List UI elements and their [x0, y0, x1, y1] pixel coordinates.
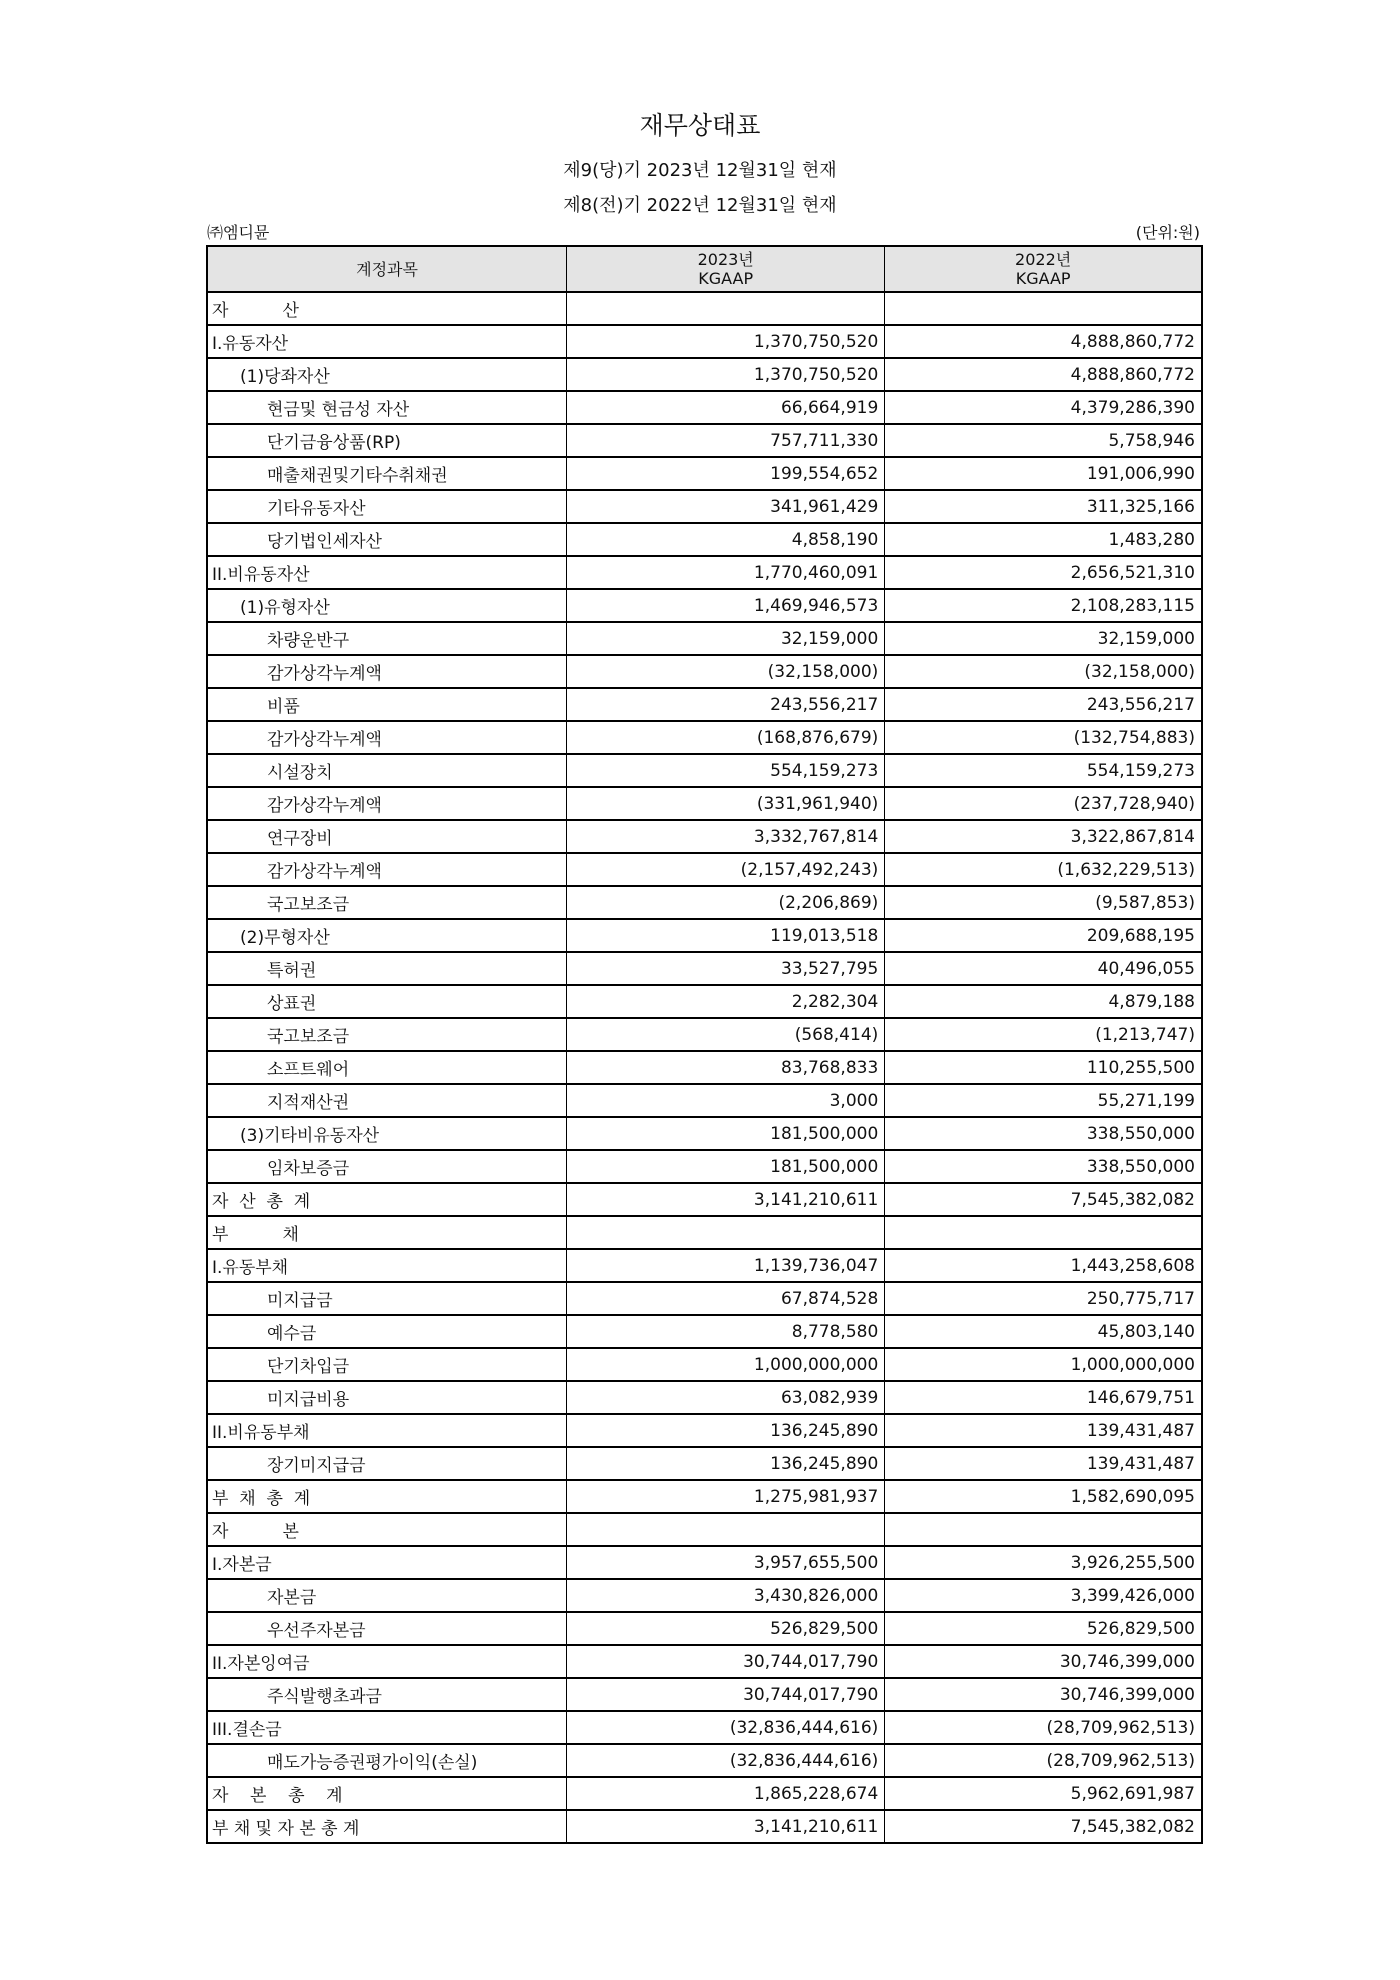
table-row	[207, 1150, 1202, 1183]
table-row	[207, 787, 1202, 820]
value-2023-cell	[567, 1216, 885, 1249]
account-cell: 매출채권및기타수취채권	[207, 457, 567, 490]
value-2022-cell: 1,582,690,095	[885, 1480, 1202, 1513]
table-row	[207, 1183, 1202, 1216]
account-cell: 부 채 총 계	[207, 1480, 567, 1513]
account-cell: II.자본잉여금	[207, 1645, 567, 1678]
table-row	[207, 952, 1202, 985]
value-2022-cell: 191,006,990	[885, 457, 1202, 490]
account-cell: 현금및 현금성 자산	[207, 391, 567, 424]
table-row	[207, 919, 1202, 952]
balance-sheet-table	[206, 245, 1203, 1844]
table-row	[207, 688, 1202, 721]
table-row	[207, 358, 1202, 391]
table-row	[207, 1282, 1202, 1315]
value-2023-cell: 1,770,460,091	[567, 556, 885, 589]
value-2023-cell: 3,332,767,814	[567, 820, 885, 853]
value-2022-cell: 526,829,500	[885, 1612, 1202, 1645]
value-2023-cell: 3,957,655,500	[567, 1546, 885, 1579]
value-2023-cell: (32,836,444,616)	[567, 1744, 885, 1777]
account-cell: 국고보조금	[207, 886, 567, 919]
account-cell: (2)무형자산	[207, 919, 567, 952]
account-cell: II.비유동부채	[207, 1414, 567, 1447]
value-2023-cell	[567, 292, 885, 325]
value-2022-cell: 40,496,055	[885, 952, 1202, 985]
table-row	[207, 1216, 1202, 1249]
account-cell: 차량운반구	[207, 622, 567, 655]
value-2023-cell: 554,159,273	[567, 754, 885, 787]
value-2022-cell	[885, 292, 1202, 325]
value-2023-cell: 30,744,017,790	[567, 1678, 885, 1711]
account-cell: III.결손금	[207, 1711, 567, 1744]
value-2023-cell: 30,744,017,790	[567, 1645, 885, 1678]
value-2022-cell: 30,746,399,000	[885, 1678, 1202, 1711]
account-cell: I.자본금	[207, 1546, 567, 1579]
value-2022-cell	[885, 1513, 1202, 1546]
value-2023-cell: (168,876,679)	[567, 721, 885, 754]
value-2022-cell: 45,803,140	[885, 1315, 1202, 1348]
account-cell: 우선주자본금	[207, 1612, 567, 1645]
value-2023-cell: 8,778,580	[567, 1315, 885, 1348]
value-2022-cell: 30,746,399,000	[885, 1645, 1202, 1678]
table-row	[207, 1513, 1202, 1546]
period-prior: 제8(전)기 2022년 12월31일 현재	[563, 195, 837, 216]
value-2023-cell	[567, 1513, 885, 1546]
unit-label: (단위:원)	[1135, 223, 1200, 242]
account-cell: 감가상각누계액	[207, 853, 567, 886]
value-2022-cell: 7,545,382,082	[885, 1183, 1202, 1216]
value-2023-cell: 33,527,795	[567, 952, 885, 985]
header-2023	[567, 246, 885, 292]
table-row	[207, 556, 1202, 589]
header-2022-standard: KGAAP	[1015, 269, 1071, 288]
table-row	[207, 655, 1202, 688]
header-2022	[885, 246, 1202, 292]
table-row	[207, 523, 1202, 556]
value-2022-cell: 338,550,000	[885, 1117, 1202, 1150]
value-2023-cell: 63,082,939	[567, 1381, 885, 1414]
account-cell: 기타유동자산	[207, 490, 567, 523]
account-cell: 감가상각누계액	[207, 787, 567, 820]
value-2022-cell: 55,271,199	[885, 1084, 1202, 1117]
header-row	[207, 246, 1202, 292]
table-row	[207, 820, 1202, 853]
header-2023-standard: KGAAP	[698, 269, 754, 288]
value-2022-cell: 4,879,188	[885, 985, 1202, 1018]
value-2022-cell: 139,431,487	[885, 1447, 1202, 1480]
value-2023-cell: 1,275,981,937	[567, 1480, 885, 1513]
value-2022-cell: 250,775,717	[885, 1282, 1202, 1315]
account-cell: 단기금융상품(RP)	[207, 424, 567, 457]
table-row	[207, 1018, 1202, 1051]
value-2022-cell: 3,322,867,814	[885, 820, 1202, 853]
value-2023-cell: 2,282,304	[567, 985, 885, 1018]
account-cell: 자 본	[207, 1513, 567, 1546]
table-row	[207, 1678, 1202, 1711]
table-row	[207, 325, 1202, 358]
value-2023-cell: 136,245,890	[567, 1414, 885, 1447]
table-row	[207, 1546, 1202, 1579]
value-2022-cell: 139,431,487	[885, 1414, 1202, 1447]
value-2023-cell: (2,206,869)	[567, 886, 885, 919]
value-2022-cell: 32,159,000	[885, 622, 1202, 655]
account-cell: (1)유형자산	[207, 589, 567, 622]
value-2023-cell: 32,159,000	[567, 622, 885, 655]
table-row	[207, 985, 1202, 1018]
value-2022-cell: (28,709,962,513)	[885, 1711, 1202, 1744]
value-2023-cell: 3,000	[567, 1084, 885, 1117]
account-cell: 단기차입금	[207, 1348, 567, 1381]
value-2022-cell: (1,632,229,513)	[885, 853, 1202, 886]
value-2022-cell: 4,888,860,772	[885, 325, 1202, 358]
value-2022-cell: 311,325,166	[885, 490, 1202, 523]
value-2022-cell: 5,962,691,987	[885, 1777, 1202, 1810]
value-2022-cell: 146,679,751	[885, 1381, 1202, 1414]
value-2022-cell: 1,443,258,608	[885, 1249, 1202, 1282]
account-cell: 예수금	[207, 1315, 567, 1348]
table-row	[207, 457, 1202, 490]
account-cell: 주식발행초과금	[207, 1678, 567, 1711]
table-row	[207, 1084, 1202, 1117]
value-2023-cell: 66,664,919	[567, 391, 885, 424]
table-row	[207, 1249, 1202, 1282]
value-2022-cell: 5,758,946	[885, 424, 1202, 457]
account-cell: 부 채	[207, 1216, 567, 1249]
value-2023-cell: 181,500,000	[567, 1150, 885, 1183]
account-cell: 특허권	[207, 952, 567, 985]
table-row	[207, 1480, 1202, 1513]
value-2023-cell: (331,961,940)	[567, 787, 885, 820]
table-row	[207, 1117, 1202, 1150]
account-cell: 상표권	[207, 985, 567, 1018]
table-row	[207, 1612, 1202, 1645]
value-2022-cell: (9,587,853)	[885, 886, 1202, 919]
table-row	[207, 1348, 1202, 1381]
value-2023-cell: 1,469,946,573	[567, 589, 885, 622]
header-account: 계정과목	[207, 246, 567, 292]
value-2023-cell: (568,414)	[567, 1018, 885, 1051]
table-row	[207, 1315, 1202, 1348]
table-row	[207, 1810, 1202, 1843]
value-2022-cell: (237,728,940)	[885, 787, 1202, 820]
table-row	[207, 1051, 1202, 1084]
company-name: ㈜엠디뮨	[207, 223, 270, 242]
table-row	[207, 1414, 1202, 1447]
account-cell: 자 산	[207, 292, 567, 325]
table-row	[207, 1381, 1202, 1414]
account-cell: I.유동자산	[207, 325, 567, 358]
account-cell: 시설장치	[207, 754, 567, 787]
value-2023-cell: 3,430,826,000	[567, 1579, 885, 1612]
account-cell: I.유동부채	[207, 1249, 567, 1282]
value-2023-cell: 341,961,429	[567, 490, 885, 523]
value-2022-cell: 338,550,000	[885, 1150, 1202, 1183]
table-row	[207, 754, 1202, 787]
value-2022-cell: 1,000,000,000	[885, 1348, 1202, 1381]
table-row	[207, 1711, 1202, 1744]
value-2022-cell: 3,926,255,500	[885, 1546, 1202, 1579]
account-cell: 감가상각누계액	[207, 655, 567, 688]
table-row	[207, 1777, 1202, 1810]
table-row	[207, 1579, 1202, 1612]
value-2022-cell: 110,255,500	[885, 1051, 1202, 1084]
account-cell: 미지급금	[207, 1282, 567, 1315]
value-2023-cell: 83,768,833	[567, 1051, 885, 1084]
account-cell: 자 산 총 계	[207, 1183, 567, 1216]
value-2022-cell: 4,379,286,390	[885, 391, 1202, 424]
account-cell: (1)당좌자산	[207, 358, 567, 391]
value-2023-cell: 181,500,000	[567, 1117, 885, 1150]
value-2022-cell: 4,888,860,772	[885, 358, 1202, 391]
account-cell: 매도가능증권평가이익(손실)	[207, 1744, 567, 1777]
value-2022-cell: 3,399,426,000	[885, 1579, 1202, 1612]
table-row	[207, 292, 1202, 325]
value-2023-cell: 136,245,890	[567, 1447, 885, 1480]
value-2023-cell: 1,000,000,000	[567, 1348, 885, 1381]
table-row	[207, 391, 1202, 424]
table-row	[207, 424, 1202, 457]
account-cell: (3)기타비유동자산	[207, 1117, 567, 1150]
account-cell: 감가상각누계액	[207, 721, 567, 754]
value-2023-cell: 199,554,652	[567, 457, 885, 490]
value-2023-cell: 1,370,750,520	[567, 325, 885, 358]
value-2023-cell: 757,711,330	[567, 424, 885, 457]
account-cell: 자본금	[207, 1579, 567, 1612]
value-2022-cell	[885, 1216, 1202, 1249]
value-2023-cell: 243,556,217	[567, 688, 885, 721]
account-cell: 부 채 및 자 본 총 계	[207, 1810, 567, 1843]
value-2023-cell: 4,858,190	[567, 523, 885, 556]
header-2022-year: 2022년	[1015, 250, 1072, 269]
header-2023-year: 2023년	[697, 250, 754, 269]
value-2023-cell: (2,157,492,243)	[567, 853, 885, 886]
value-2023-cell: 119,013,518	[567, 919, 885, 952]
value-2022-cell: 243,556,217	[885, 688, 1202, 721]
document-title: 재무상태표	[639, 111, 761, 140]
table-row	[207, 853, 1202, 886]
value-2022-cell: 1,483,280	[885, 523, 1202, 556]
account-cell: 임차보증금	[207, 1150, 567, 1183]
value-2022-cell: (32,158,000)	[885, 655, 1202, 688]
value-2022-cell: 2,108,283,115	[885, 589, 1202, 622]
account-cell: 비품	[207, 688, 567, 721]
account-cell: 지적재산권	[207, 1084, 567, 1117]
value-2023-cell: (32,158,000)	[567, 655, 885, 688]
value-2022-cell: 7,545,382,082	[885, 1810, 1202, 1843]
account-cell: II.비유동자산	[207, 556, 567, 589]
account-cell: 자 본 총 계	[207, 1777, 567, 1810]
account-cell: 소프트웨어	[207, 1051, 567, 1084]
period-current: 제9(당)기 2023년 12월31일 현재	[563, 160, 837, 181]
value-2023-cell: 1,865,228,674	[567, 1777, 885, 1810]
value-2023-cell: 1,139,736,047	[567, 1249, 885, 1282]
value-2022-cell: (1,213,747)	[885, 1018, 1202, 1051]
value-2023-cell: 1,370,750,520	[567, 358, 885, 391]
table-row	[207, 1447, 1202, 1480]
value-2023-cell: 526,829,500	[567, 1612, 885, 1645]
account-cell: 장기미지급금	[207, 1447, 567, 1480]
value-2023-cell: 3,141,210,611	[567, 1810, 885, 1843]
table-row	[207, 886, 1202, 919]
table-row	[207, 622, 1202, 655]
account-cell: 미지급비용	[207, 1381, 567, 1414]
account-cell: 국고보조금	[207, 1018, 567, 1051]
value-2022-cell: 2,656,521,310	[885, 556, 1202, 589]
table-row	[207, 1744, 1202, 1777]
table-row	[207, 589, 1202, 622]
value-2022-cell: 209,688,195	[885, 919, 1202, 952]
account-cell: 연구장비	[207, 820, 567, 853]
value-2022-cell: (132,754,883)	[885, 721, 1202, 754]
value-2022-cell: 554,159,273	[885, 754, 1202, 787]
table-row	[207, 490, 1202, 523]
value-2022-cell: (28,709,962,513)	[885, 1744, 1202, 1777]
value-2023-cell: 3,141,210,611	[567, 1183, 885, 1216]
table-row	[207, 1645, 1202, 1678]
account-cell: 당기법인세자산	[207, 523, 567, 556]
table-row	[207, 721, 1202, 754]
value-2023-cell: (32,836,444,616)	[567, 1711, 885, 1744]
value-2023-cell: 67,874,528	[567, 1282, 885, 1315]
